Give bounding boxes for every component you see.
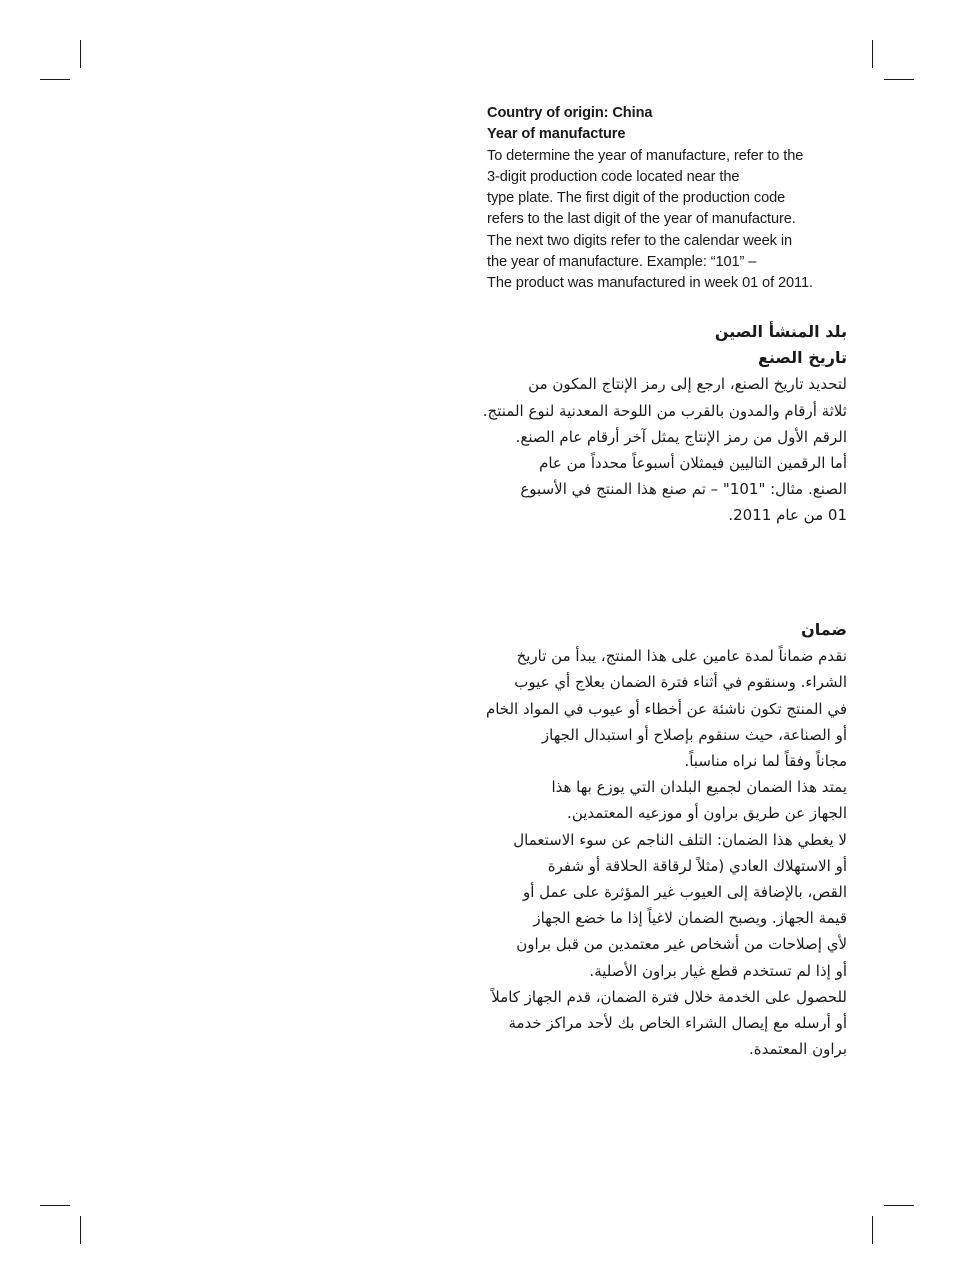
arabic-origin-section xyxy=(477,319,847,529)
arabic-country-of-origin-heading: بلد المنشأ الصين xyxy=(714,322,847,341)
warranty-body-line: أو إذا لم تستخدم قطع غيار براون الأصلية. xyxy=(589,961,847,980)
warranty-body-line: يمتد هذا الضمان لجميع البلدان التي يوزع بها هذا xyxy=(551,778,847,797)
english-body-line: type plate. The first digit of the production code xyxy=(487,190,786,207)
warranty-body-line: لا يغطي هذا الضمان: التلف الناجم عن سوء الاستعمال xyxy=(513,830,847,849)
english-origin-section xyxy=(487,103,847,295)
crop-mark-top-right-horizontal xyxy=(884,79,914,80)
arabic-warranty-body xyxy=(477,643,847,1062)
english-body-line: The next two digits refer to the calendar week in xyxy=(487,232,792,249)
warranty-body-line: لأي إصلاحات من أشخاص غير معتمدين من قبل براون xyxy=(516,935,847,954)
crop-mark-bottom-left-horizontal xyxy=(40,1205,70,1206)
arabic-origin-body-line: ثلاثة أرقام والمدون بالقرب من اللوحة المعدنية لنوع المنتج. xyxy=(482,401,847,420)
warranty-heading: ضمان xyxy=(801,620,847,639)
arabic-origin-body-line: لتحديد تاريخ الصنع، ارجع إلى رمز الإنتاج المكون من xyxy=(528,375,847,394)
crop-mark-top-left-vertical xyxy=(80,40,81,68)
arabic-origin-body-line: 01 من عام 2011. xyxy=(728,506,847,525)
warranty-body-line: قيمة الجهاز. ويصبح الضمان لاغياً إذا ما خضع الجهاز xyxy=(533,909,847,928)
country-of-origin-heading: Country of origin: China xyxy=(487,105,653,121)
warranty-body-line: أو أرسله مع إيصال الشراء الخاص بك لأحد مراكز خدمة xyxy=(508,1014,847,1033)
english-body xyxy=(487,146,847,295)
warranty-body-line: الجهاز عن طريق براون أو موزعيه المعتمدين. xyxy=(567,804,847,823)
warranty-body-line: مجاناً وفقاً لما نراه مناسباً. xyxy=(684,752,847,771)
warranty-body-line: الشراء. وسنقوم في أثناء فترة الضمان بعلاج أي عيوب xyxy=(514,673,847,692)
crop-mark-bottom-right-vertical xyxy=(872,1216,873,1244)
crop-mark-bottom-right-horizontal xyxy=(884,1205,914,1206)
warranty-body-line: براون المعتمدة. xyxy=(749,1040,847,1059)
arabic-origin-body-line: الرقم الأول من رمز الإنتاج يمثل آخر أرقام عام الصنع. xyxy=(515,427,847,446)
english-body-line: 3-digit production code located near the xyxy=(487,168,740,185)
warranty-body-line: القص، بالإضافة إلى العيوب غير المؤثرة على عمل أو xyxy=(522,883,847,902)
year-of-manufacture-heading: Year of manufacture xyxy=(487,126,626,143)
english-body-line: To determine the year of manufacture, refer to the xyxy=(487,147,804,164)
english-body-line: refers to the last digit of the year of manufacture. xyxy=(487,211,796,228)
crop-mark-bottom-left-vertical xyxy=(80,1216,81,1244)
warranty-body-line: نقدم ضماناً لمدة عامين على هذا المنتج، يبدأ من تاريخ xyxy=(516,647,847,666)
crop-mark-top-right-vertical xyxy=(872,40,873,68)
arabic-origin-body xyxy=(477,371,847,528)
arabic-origin-body-line: أما الرقمين التاليين فيمثلان أسبوعاً محدداً من عام xyxy=(539,454,847,473)
warranty-body-line: أو الاستهلاك العادي (مثلاً لرقاقة الحلاقة أو شفرة xyxy=(547,856,847,875)
arabic-origin-body-line: الصنع. مثال: "101" – تم صنع هذا المنتج في الأسبوع xyxy=(520,480,847,499)
warranty-body-line: في المنتج تكون ناشئة عن أخطاء أو عيوب في المواد الخام xyxy=(485,699,847,718)
arabic-warranty-section xyxy=(477,617,847,1062)
arabic-year-of-manufacture-heading: تاريخ الصنع xyxy=(757,348,847,368)
english-body-line: The product was manufactured in week 01 of 2011. xyxy=(487,275,813,292)
warranty-body-line: أو الصناعة، حيث سنقوم بإصلاح أو استبدال الجهاز xyxy=(541,725,847,744)
crop-mark-top-left-horizontal xyxy=(40,79,70,80)
warranty-body-line: للحصول على الخدمة خلال فترة الضمان، قدم الجهاز كاملاً xyxy=(491,987,847,1006)
english-body-line: the year of manufacture. Example: “101” – xyxy=(487,254,757,271)
